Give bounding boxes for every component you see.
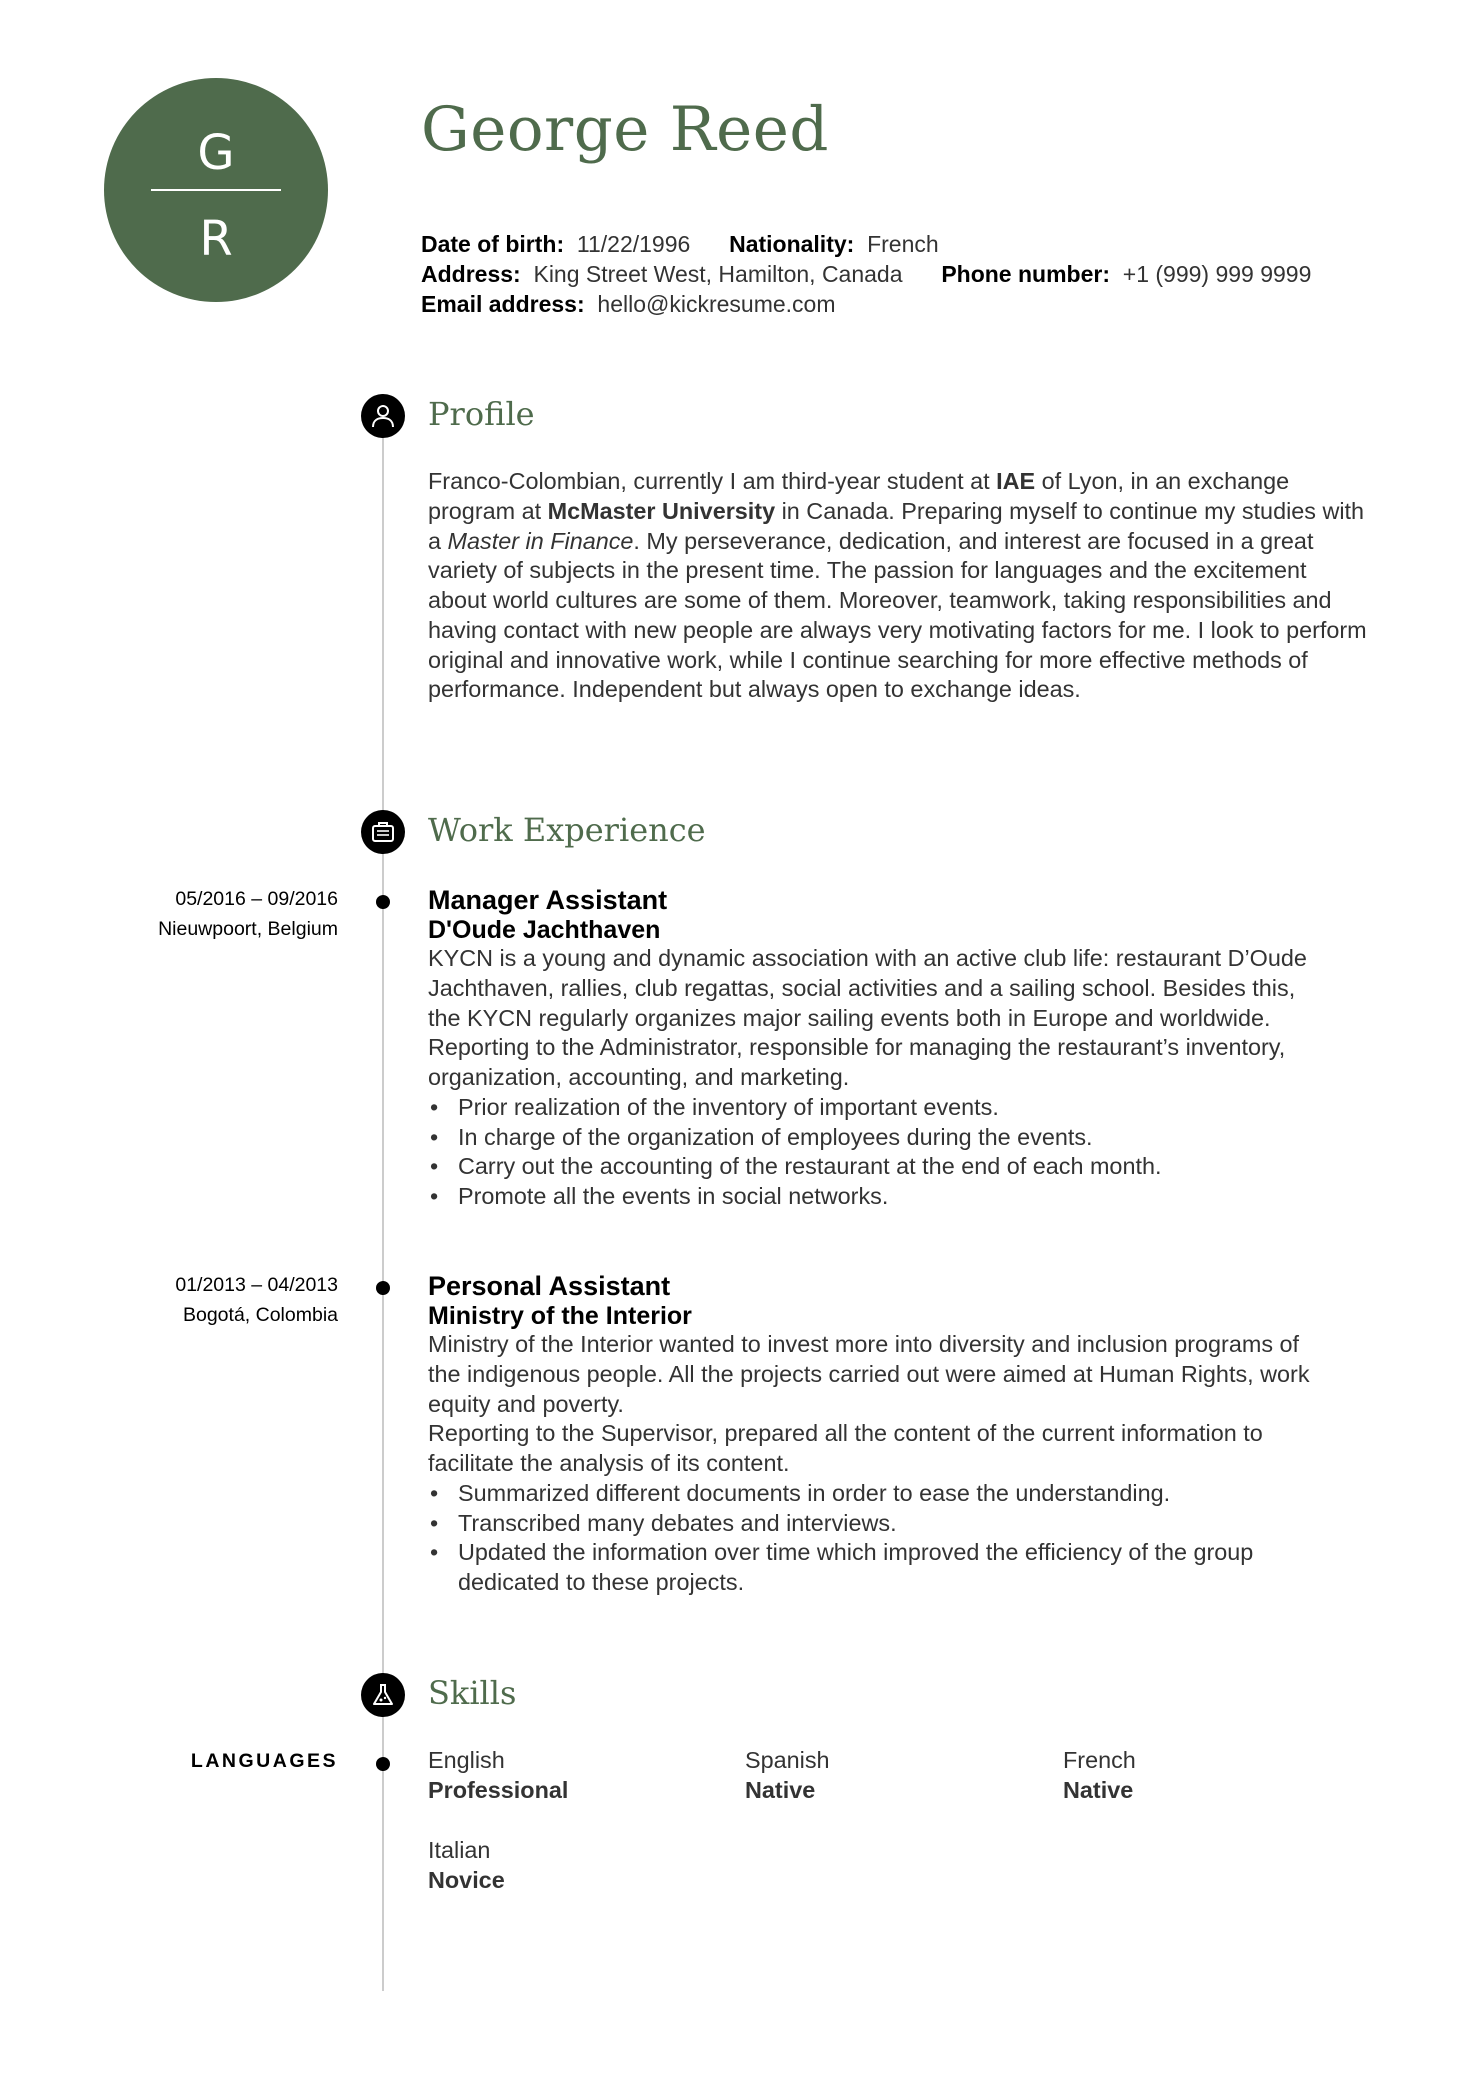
monogram-last-initial: R	[199, 211, 233, 267]
timeline-dot	[376, 1757, 390, 1771]
job-bullet: • Summarized different documents in order to ease the understanding.	[428, 1479, 1328, 1509]
dob-value: 11/22/1996	[576, 231, 691, 257]
job-body	[428, 944, 1328, 1212]
section-title-work: Work Experience	[428, 811, 706, 849]
email-value: hello@kickresume.com	[597, 291, 836, 317]
profile-text-part: Franco-Colombian, currently I am third-year student at	[428, 468, 997, 494]
job-bullet: • Carry out the accounting of the restaurant at the end of each month.	[428, 1152, 1328, 1182]
language-item	[428, 1836, 505, 1896]
language-name: French	[1063, 1747, 1136, 1773]
email-label: Email address:	[421, 291, 585, 317]
job-bullet: • Prior realization of the inventory of important events.	[428, 1093, 1328, 1123]
job-bullets	[428, 1479, 1328, 1598]
language-level: Professional	[428, 1776, 569, 1803]
nationality-value: French	[867, 231, 939, 257]
profile-text-part: of Lyon, in an exchange program at	[428, 468, 1290, 524]
contact-line-3	[421, 289, 836, 319]
address-label: Address:	[421, 261, 521, 287]
language-name: Spanish	[745, 1747, 830, 1773]
job-location: Bogotá, Colombia	[182, 1304, 338, 1326]
section-title-skills: Skills	[428, 1674, 517, 1712]
nationality-label: Nationality:	[729, 231, 855, 257]
job-dates: 01/2013 – 04/2013	[175, 1274, 338, 1296]
phone-label: Phone number:	[941, 261, 1110, 287]
contact-line-2	[421, 259, 1311, 289]
profile-text-part: in Canada. Preparing myself to continue my studies with a	[428, 497, 1365, 554]
language-item	[745, 1746, 830, 1806]
timeline-dot	[376, 1281, 390, 1295]
language-level: Novice	[428, 1866, 505, 1893]
briefcase-icon	[361, 810, 405, 854]
dob-label: Date of birth:	[421, 231, 565, 257]
monogram-first-initial: G	[197, 125, 235, 181]
flask-icon	[361, 1673, 405, 1717]
monogram-divider	[151, 189, 281, 191]
job-employer: Ministry of the Interior	[428, 1302, 692, 1330]
job-bullet: • Transcribed many debates and interviews.	[428, 1509, 1328, 1539]
job-bullets	[428, 1093, 1328, 1212]
contact-line-1	[421, 229, 939, 259]
address-value: King Street West, Hamilton, Canada	[533, 261, 903, 287]
job-bullet: • Updated the information over time which improved the efficiency of the group dedicated to these projects.	[428, 1538, 1328, 1598]
timeline-line	[382, 416, 384, 1991]
monogram-avatar	[104, 78, 328, 302]
job-role: Reporting to the Supervisor, prepared all the content of the current information to facilitate the analysis of its content.	[428, 1420, 1263, 1476]
job-title: Personal Assistant	[428, 1271, 671, 1301]
language-name: Italian	[428, 1837, 491, 1863]
language-item	[428, 1746, 568, 1806]
profile-text-bold: IAE	[996, 468, 1036, 494]
phone-value: +1 (999) 999 9999	[1122, 261, 1312, 287]
job-bullet: • In charge of the organization of employees during the events.	[428, 1123, 1328, 1153]
job-bullet: • Promote all the events in social networks.	[428, 1182, 1328, 1212]
profile-text-bold: McMaster University	[547, 497, 776, 524]
skill-category: LANGUAGES	[190, 1750, 338, 1772]
language-level: Native	[745, 1776, 816, 1803]
job-dates: 05/2016 – 09/2016	[175, 888, 338, 910]
candidate-name: George Reed	[421, 94, 829, 165]
language-item	[1063, 1746, 1136, 1806]
section-title-profile: Profile	[428, 395, 535, 433]
job-location: Nieuwpoort, Belgium	[158, 918, 338, 940]
timeline-dot	[376, 895, 390, 909]
profile-text-italic: Master in Finance	[447, 527, 634, 554]
job-description: KYCN is a young and dynamic association with an active club life: restaurant D’Oude Jachthaven, rallies, club regattas, social activities and a sailing school. Besides this, the KYCN regularly organizes major sailing events both in Europe and worldwide.	[428, 945, 1307, 1031]
job-body	[428, 1330, 1328, 1598]
profile-text-part: . My perseverance, dedication, and interest are focused in a great variety of subjects in the present time. The passion for languages and the excitement about world cultures are some of them. Moreover, teamwork, taking responsibilities and having contact with new people are always very motivating factors for me. I look to perform original and innovative work, while I continue searching for more effective methods of performance. Independent but always open to exchange ideas.	[428, 527, 1367, 703]
profile-text	[428, 467, 1368, 705]
job-employer: D'Oude Jachthaven	[428, 916, 661, 944]
job-description: Ministry of the Interior wanted to invest more into diversity and inclusion programs of the indigenous people. All the projects carried out were aimed at Human Rights, work equity and poverty.	[428, 1331, 1310, 1417]
language-name: English	[428, 1747, 505, 1773]
person-icon	[361, 394, 405, 438]
job-role: Reporting to the Administrator, responsible for managing the restaurant’s inventory, organization, accounting, and marketing.	[428, 1034, 1286, 1090]
job-title: Manager Assistant	[428, 885, 668, 915]
language-level: Native	[1063, 1776, 1134, 1803]
